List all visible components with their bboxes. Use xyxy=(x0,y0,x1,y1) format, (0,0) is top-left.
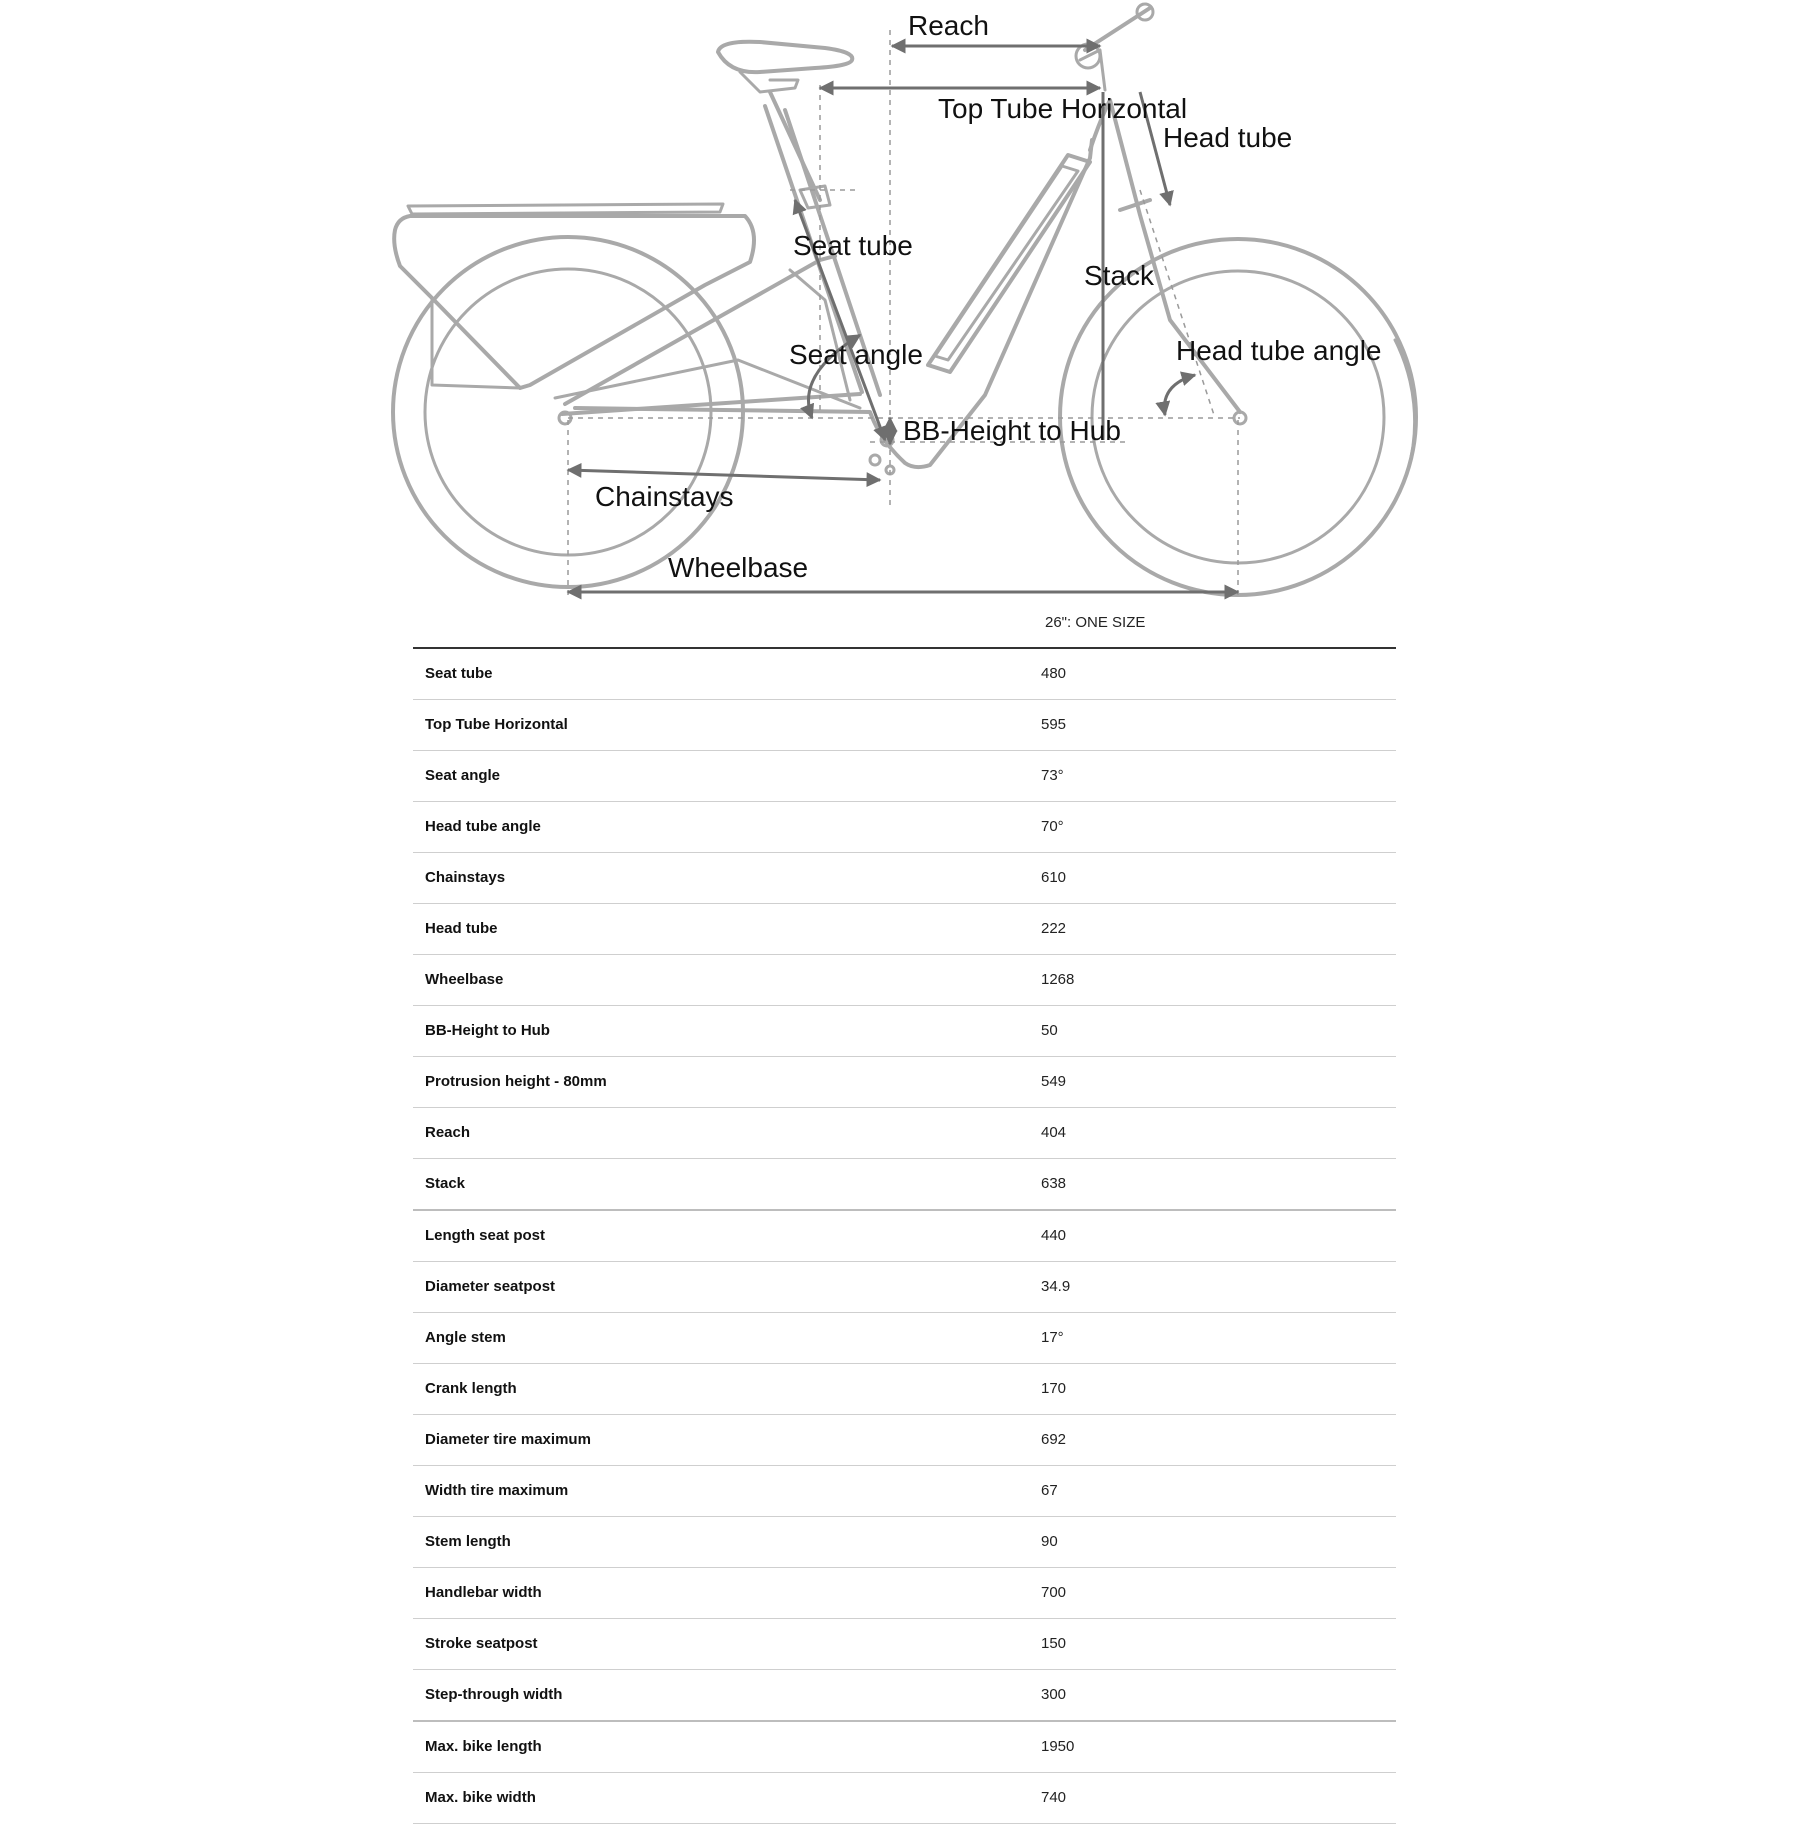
table-row xyxy=(413,1568,1396,1619)
size-column-header: 26": ONE SIZE xyxy=(1045,614,1146,631)
row-value: 222 xyxy=(1041,920,1067,937)
table-row xyxy=(413,1722,1396,1773)
table-row xyxy=(413,802,1396,853)
row-label: Diameter tire maximum xyxy=(425,1431,591,1448)
row-value: 300 xyxy=(1041,1686,1067,1703)
label-seat-tube: Seat tube xyxy=(793,230,913,261)
table-row xyxy=(413,1262,1396,1313)
table-row xyxy=(413,1517,1396,1568)
table-row xyxy=(413,853,1396,904)
label-chainstays: Chainstays xyxy=(595,481,734,512)
row-value: 73° xyxy=(1041,767,1064,784)
table-row xyxy=(413,649,1396,700)
table-row xyxy=(413,1773,1396,1824)
table-row xyxy=(413,1466,1396,1517)
row-value: 638 xyxy=(1041,1175,1067,1192)
row-value: 740 xyxy=(1041,1789,1067,1806)
bike-geometry-diagram xyxy=(0,0,1800,600)
row-value: 70° xyxy=(1041,818,1064,835)
label-bb-height: BB-Height to Hub xyxy=(903,415,1121,446)
row-label: Step-through width xyxy=(425,1686,563,1703)
row-value: 34.9 xyxy=(1041,1278,1071,1295)
label-seat-angle: Seat angle xyxy=(789,339,923,370)
row-value: 700 xyxy=(1041,1584,1067,1601)
table-row xyxy=(413,751,1396,802)
table-row xyxy=(413,1006,1396,1057)
table-row xyxy=(413,700,1396,751)
table-row xyxy=(413,1670,1396,1722)
row-label: Angle stem xyxy=(425,1329,506,1346)
label-stack: Stack xyxy=(1084,260,1155,291)
row-label: Max. bike width xyxy=(425,1789,536,1806)
row-label: BB-Height to Hub xyxy=(425,1022,550,1039)
row-value: 440 xyxy=(1041,1227,1067,1244)
row-label: Length seat post xyxy=(425,1227,546,1244)
row-label: Max. bike length xyxy=(425,1738,542,1755)
row-label: Crank length xyxy=(425,1380,517,1397)
row-value: 50 xyxy=(1041,1022,1058,1039)
row-label: Stem length xyxy=(425,1533,511,1550)
row-label: Reach xyxy=(425,1124,471,1141)
table-row xyxy=(413,1159,1396,1211)
label-head-tube-angle: Head tube angle xyxy=(1176,335,1382,366)
row-label: Width tire maximum xyxy=(425,1482,569,1499)
label-reach: Reach xyxy=(908,10,989,41)
row-label: Handlebar width xyxy=(425,1584,542,1601)
row-label: Wheelbase xyxy=(425,971,504,988)
row-label: Top Tube Horizontal xyxy=(425,716,568,733)
row-value: 150 xyxy=(1041,1635,1067,1652)
row-value: 595 xyxy=(1041,716,1067,733)
table-row xyxy=(413,1313,1396,1364)
table-row xyxy=(413,904,1396,955)
table-row xyxy=(413,1619,1396,1670)
geometry-table xyxy=(413,649,1396,1824)
row-value: 404 xyxy=(1041,1124,1067,1141)
row-value: 480 xyxy=(1041,665,1067,682)
table-row xyxy=(413,1415,1396,1466)
row-value: 1268 xyxy=(1041,971,1075,988)
table-row xyxy=(413,1057,1396,1108)
row-label: Head tube angle xyxy=(425,818,541,835)
row-label: Protrusion height - 80mm xyxy=(425,1073,607,1090)
row-label: Seat tube xyxy=(425,665,493,682)
row-value: 1950 xyxy=(1041,1738,1075,1755)
label-top-tube: Top Tube Horizontal xyxy=(938,93,1188,124)
row-value: 17° xyxy=(1041,1329,1064,1346)
row-value: 610 xyxy=(1041,869,1067,886)
row-value: 170 xyxy=(1041,1380,1067,1397)
table-row xyxy=(413,1211,1396,1262)
row-label: Chainstays xyxy=(425,869,506,886)
label-wheelbase: Wheelbase xyxy=(668,552,809,583)
row-value: 90 xyxy=(1041,1533,1058,1550)
row-label: Seat angle xyxy=(425,767,501,784)
row-label: Head tube xyxy=(425,920,498,937)
saddle xyxy=(718,42,852,208)
table-row xyxy=(413,955,1396,1006)
table-row xyxy=(413,1364,1396,1415)
row-value: 67 xyxy=(1041,1482,1058,1499)
label-head-tube: Head tube xyxy=(1163,122,1293,153)
table-row xyxy=(413,1108,1396,1159)
row-value: 692 xyxy=(1041,1431,1067,1448)
row-label: Stroke seatpost xyxy=(425,1635,538,1652)
row-value: 549 xyxy=(1041,1073,1067,1090)
row-label: Diameter seatpost xyxy=(425,1278,556,1295)
row-label: Stack xyxy=(425,1175,466,1192)
